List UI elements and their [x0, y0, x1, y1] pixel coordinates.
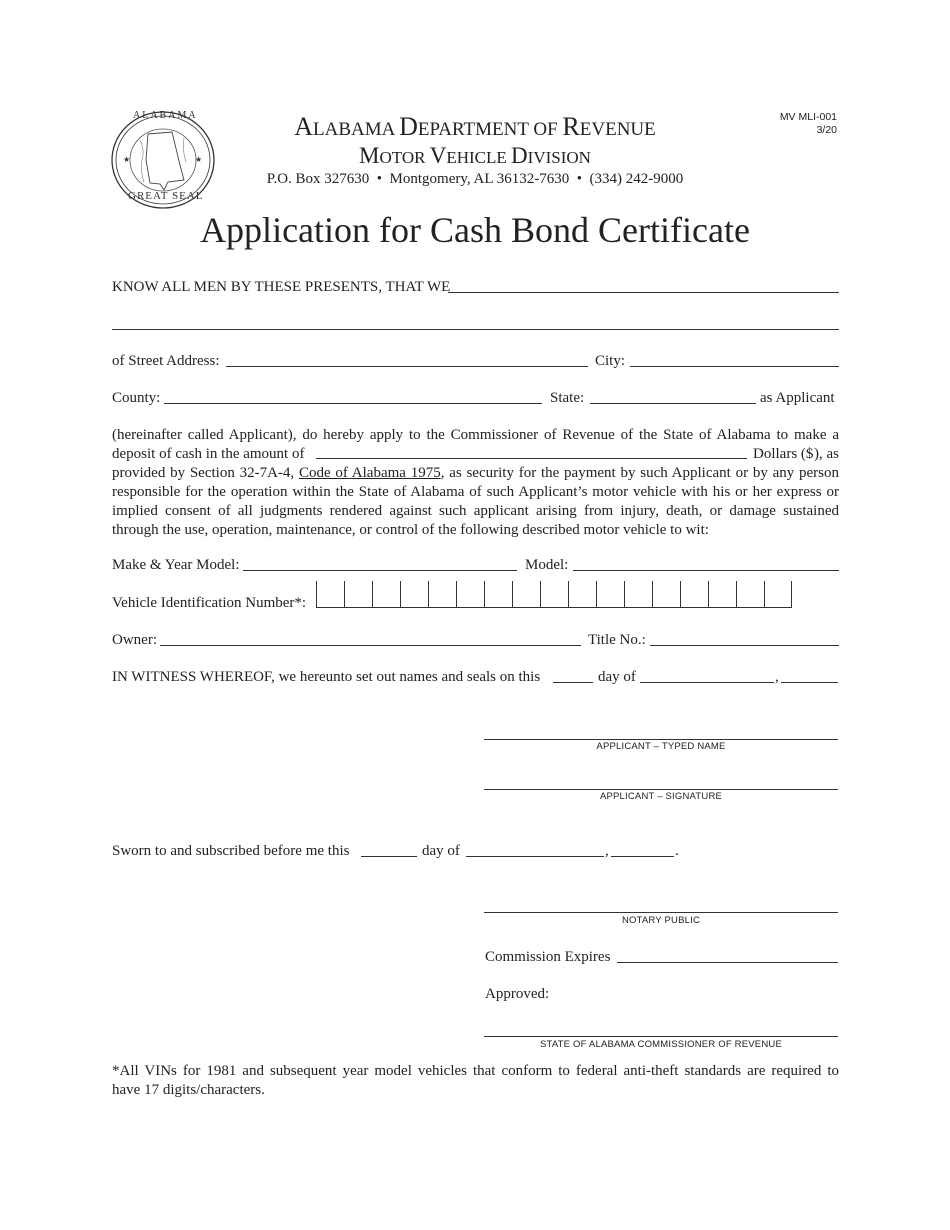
seal-bottom-text: GREAT SEAL [128, 190, 204, 202]
vin-char-box[interactable] [708, 581, 736, 608]
notary-signature-line[interactable] [484, 912, 838, 913]
applicant-typed-name-caption: APPLICANT – TYPED NAME [596, 741, 726, 752]
model-field[interactable] [573, 570, 839, 571]
svg-text:★: ★ [195, 155, 203, 164]
svg-text:★: ★ [123, 155, 131, 164]
form-revision: 3/20 [816, 124, 837, 136]
city-field[interactable] [630, 366, 839, 367]
department-name: ALABAMA DEPARTMENT OF REVENUE [294, 112, 656, 141]
vin-char-box[interactable] [428, 581, 456, 608]
witness-month-field[interactable] [640, 682, 774, 683]
vin-char-box[interactable] [456, 581, 484, 608]
witness-day-field[interactable] [553, 682, 593, 683]
commission-expires-label: Commission Expires [485, 949, 611, 965]
vin-footnote: *All VINs for 1981 and subsequent year model vehicles that conform to federal anti-theft standards are required to have 17 digits/characters. [112, 1063, 839, 1098]
applicant-typed-name-line[interactable] [484, 739, 838, 740]
department-address: P.O. Box 327630 • Montgomery, AL 36132-7630 • (334) 242-9000 [266, 171, 684, 187]
vin-char-box[interactable] [568, 581, 596, 608]
sworn-period: . [675, 843, 679, 859]
division-name: MOTOR VEHICLE DIVISION [359, 143, 591, 168]
owner-label: Owner: [112, 632, 157, 648]
commissioner-signature-line[interactable] [484, 1036, 838, 1037]
notary-caption: NOTARY PUBLIC [621, 915, 701, 926]
state-label: State: [550, 390, 585, 406]
applicant-signature-line[interactable] [484, 789, 838, 790]
model-label: Model: [525, 557, 569, 573]
make-year-label: Make & Year Model: [112, 557, 240, 573]
form-code: MV MLI-001 [779, 111, 837, 123]
know-all-label: KNOW ALL MEN BY THESE PRESENTS, THAT WE [112, 279, 451, 295]
witness-day-of-label: day of [598, 669, 636, 685]
vin-char-box[interactable] [512, 581, 540, 608]
title-no-field[interactable] [650, 645, 839, 646]
witness-comma: , [775, 669, 779, 685]
sworn-month-field[interactable] [466, 856, 604, 857]
sworn-year-field[interactable] [611, 856, 674, 857]
street-address-label: of Street Address: [112, 353, 220, 369]
application-paragraph: (hereinafter called Applicant), do hereby apply to the Commissioner of Revenue of the State of Alabama to make a deposit of cash in the amount of Dollars ($ ), as provided by Section 32-7A-4, Code of Alabama 1975, as security for the payment by such Applicant or by any person responsible for the operation within the State of Alabama of such Applicant’s motor vehicle with his or her express or implied consent of all judgments rendered against such applicant arising from injury, death, or damage sustained through the use, operation, maintenance, or control of the following described motor vehicle to wit: [112, 427, 839, 538]
state-field[interactable] [590, 403, 756, 404]
make-year-field[interactable] [243, 570, 517, 571]
sworn-comma: , [605, 843, 609, 859]
commissioner-caption: STATE OF ALABAMA COMMISSIONER OF REVENUE [539, 1039, 783, 1050]
approved-label: Approved: [485, 986, 550, 1002]
commission-expires-field[interactable] [617, 962, 838, 963]
witness-label: IN WITNESS WHEREOF, we hereunto set out names and seals on this [112, 669, 541, 685]
street-address-field[interactable] [226, 366, 588, 367]
sworn-day-of-label: day of [422, 843, 460, 859]
vin-char-box[interactable] [764, 581, 792, 608]
seal-top-text: ALABAMA [133, 110, 198, 121]
vin-char-box[interactable] [344, 581, 372, 608]
vin-char-box[interactable] [652, 581, 680, 608]
vin-char-box[interactable] [736, 581, 764, 608]
applicant-name-line-2[interactable] [112, 329, 839, 330]
county-field[interactable] [164, 403, 542, 404]
code-of-alabama-reference: Code of Alabama 1975 [298, 465, 441, 481]
vin-char-box[interactable] [680, 581, 708, 608]
page-title: Application for Cash Bond Certificate [200, 210, 750, 250]
as-applicant-label: as Applicant [760, 390, 835, 406]
witness-year-field[interactable] [781, 682, 838, 683]
sworn-day-field[interactable] [361, 856, 417, 857]
vin-char-box[interactable] [540, 581, 568, 608]
vin-char-box[interactable] [484, 581, 512, 608]
title-no-label: Title No.: [588, 632, 646, 648]
deposit-amount-words-field[interactable] [316, 458, 747, 459]
city-label: City: [595, 353, 626, 369]
applicant-name-line-1[interactable] [448, 292, 839, 293]
vin-char-box[interactable] [372, 581, 400, 608]
owner-field[interactable] [160, 645, 581, 646]
county-label: County: [112, 390, 161, 406]
sworn-label: Sworn to and subscribed before me this [112, 843, 350, 859]
vin-char-box[interactable] [596, 581, 624, 608]
vin-char-box[interactable] [316, 581, 344, 608]
vin-label: Vehicle Identification Number*: [112, 595, 307, 611]
applicant-signature-caption: APPLICANT – SIGNATURE [599, 791, 723, 802]
vin-char-box[interactable] [624, 581, 652, 608]
vin-char-box[interactable] [400, 581, 428, 608]
